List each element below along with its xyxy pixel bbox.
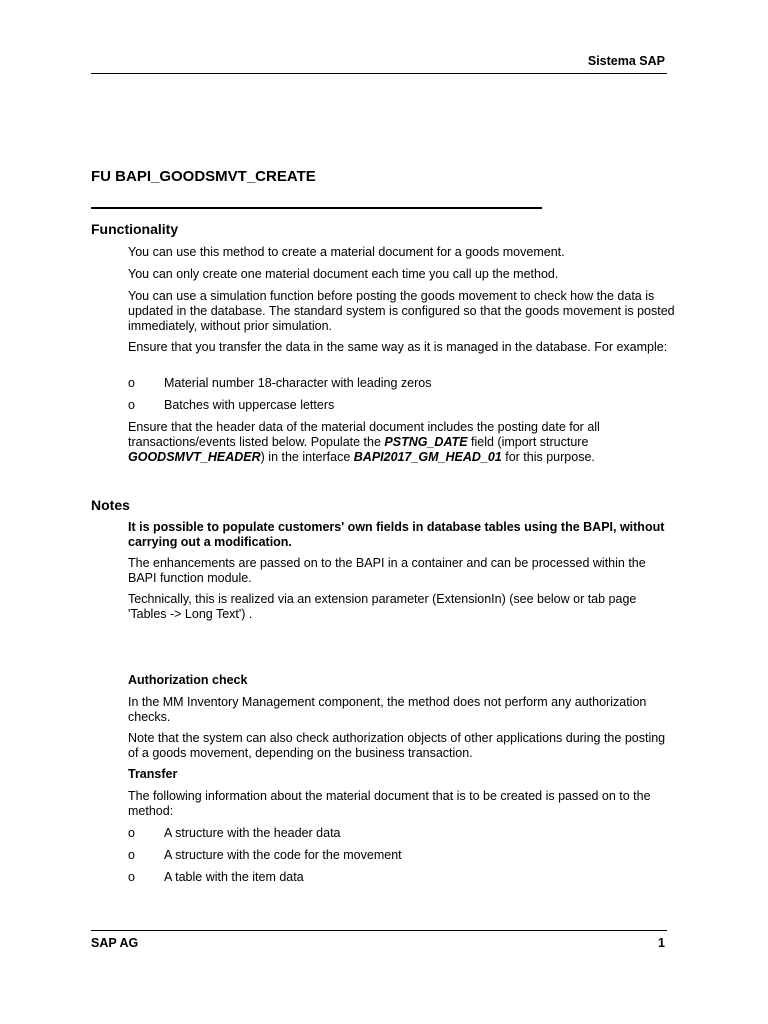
bullet-text: Material number 18-character with leading zeros [164,376,432,390]
bullet-text: Batches with uppercase letters [164,398,335,412]
authorization-heading: Authorization check [128,673,248,687]
bullet-mark: o [128,870,135,884]
notes-heading: Notes [91,497,130,513]
page-number: 1 [658,936,665,950]
interface-name: BAPI2017_GM_HEAD_01 [353,450,502,464]
functionality-para-1: You can use this method to create a material document for a goods movement. [128,245,565,259]
page-title: FU BAPI_GOODSMVT_CREATE [91,168,316,185]
title-rule [91,207,542,209]
functionality-heading: Functionality [91,221,179,237]
authorization-para-2: Note that the system can also check authorization objects of other applications during the posting of a goods movement, depending on the business transaction. [128,731,666,760]
transfer-para-1: The following information about the material document that is to be created is passed on to the method: [128,789,651,818]
structure-name: GOODSMVT_HEADER [128,450,261,464]
header-rule [91,73,667,74]
footer-rule [91,930,667,931]
bullet-mark: o [128,848,135,862]
notes-para-1: The enhancements are passed on to the BAPI in a container and can be processed within the BAPI function module. [128,556,646,585]
footer-company: SAP AG [91,936,139,950]
notes-para-2: Technically, this is realized via an extension parameter (ExtensionIn) (see below or tab page 'Tables -> Long Text') . [128,592,637,621]
bullet-mark: o [128,826,135,840]
notes-bold-para: It is possible to populate customers' own fields in database tables using the BAPI, without carrying out a modification. [128,520,665,549]
functionality-para-4: Ensure that you transfer the data in the same way as it is managed in the database. For example: [128,340,668,354]
functionality-para-5: Ensure that the header data of the material document includes the posting date for all transactions/events listed below. Populate the PSTNG_DATE field (import structure GOODSMVT_HEADER) in the interface BAPI2017_GM_HEAD_01 for this purpose. [128,420,600,464]
transfer-heading: Transfer [128,767,178,781]
bullet-text: A structure with the header data [164,826,341,840]
header-title: Sistema SAP [587,54,665,68]
bullet-text: A table with the item data [164,870,304,884]
field-name-pstng-date: PSTNG_DATE [384,435,468,449]
authorization-para-1: In the MM Inventory Management component, the method does not perform any authorization checks. [128,695,647,724]
functionality-para-3: You can use a simulation function before posting the goods movement to check how the data is updated in the database. The standard system is configured so that the goods movement is posted immediately, without prior simulation. [128,289,675,333]
bullet-mark: o [128,398,135,412]
bullet-mark: o [128,376,135,390]
bullet-text: A structure with the code for the movement [164,848,402,862]
functionality-para-2: You can only create one material document each time you call up the method. [128,267,559,281]
